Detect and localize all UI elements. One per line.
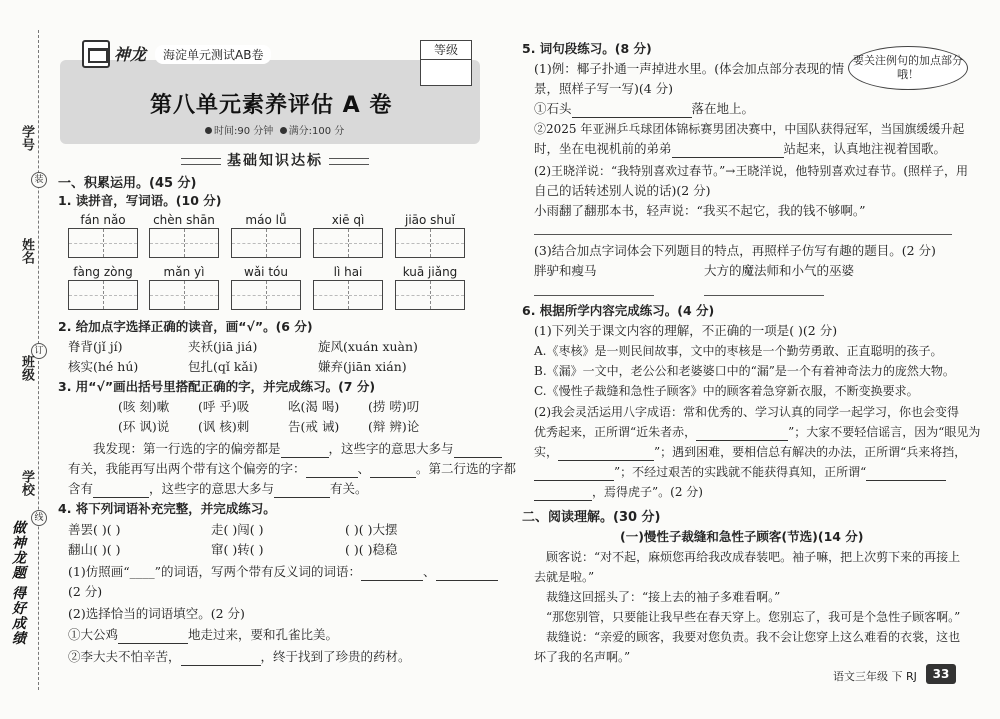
reading-title: (一)慢性子裁缝和急性子顾客(节选)(14 分) (620, 529, 864, 544)
q5-1c: ①石头 落在地上。 (534, 101, 755, 116)
seal-mark: 订 (31, 343, 47, 359)
q4-item[interactable]: 走( )闯( ) (211, 522, 264, 537)
gate-logo-icon (82, 40, 110, 68)
seal-mark: 线 (31, 510, 47, 526)
q4-item[interactable]: 窜( )转( ) (211, 542, 264, 557)
q6-2b: 优秀起来，正所谓“近朱者赤， ”；大家不要轻信谣言，因为“眼见为 (534, 425, 981, 439)
binding-line (38, 30, 39, 690)
reading-paragraph: 去就是啦。” (534, 570, 595, 584)
student-id-label: 学号 (19, 125, 34, 151)
reading-paragraph: “那您别管，只要能让我早些在春天穿上。您别忘了，我可是个急性子顾客啊。” (546, 610, 961, 624)
answer-blank[interactable] (361, 567, 423, 581)
name-label: 姓名 (19, 238, 34, 264)
course-label: 语文三年级 下 RJ (833, 670, 917, 683)
q5-1d: ②2025 年亚洲乒乓球团体锦标赛男团决赛中，中国队获得冠军，当国旗缓缓升起 (534, 122, 965, 136)
q4-sub1-score: (2 分) (68, 584, 103, 599)
time-limit: 时间:90 分钟 (214, 126, 274, 137)
score-icon (280, 127, 287, 134)
q5-3b: 大方的魔法师和小气的巫婆 (704, 263, 855, 278)
answer-line[interactable] (534, 295, 654, 296)
writing-grid[interactable] (68, 228, 138, 258)
writing-grid[interactable] (68, 280, 138, 310)
q6-2: (2)我会灵活运用八字成语：常和优秀的、学习认真的同学一起学习，你也会变得 (534, 405, 960, 419)
q6-option-c[interactable]: C.《慢性子裁缝和急性子顾客》中的顾客着急穿新衣服，不断变换要求。 (534, 384, 919, 398)
q3-text: 有关，我能再写出两个带有这个偏旁的字： 、 。第二行选的字都 (68, 461, 517, 476)
writing-grid[interactable] (313, 280, 383, 310)
answer-blank[interactable] (436, 567, 498, 581)
q3-text: 含有 ，这些字的意思大多与 有关。 (68, 481, 368, 496)
q6-prompt: 6. 根据所学内容完成练习。(4 分) (522, 303, 715, 318)
q4-item[interactable]: ( )( )稳稳 (345, 542, 398, 557)
answer-blank[interactable] (281, 444, 329, 458)
answer-blank[interactable] (181, 652, 261, 666)
reading-paragraph: 坏了我的名声啊。” (534, 650, 631, 664)
q3-choice[interactable]: (讽 核)刺 (198, 419, 250, 434)
q4-prompt: 4. 将下列词语补充完整，并完成练习。 (58, 501, 276, 516)
q3-choice[interactable]: (捞 唠)叨 (368, 399, 420, 414)
part1-heading: 一、积累运用。(45 分) (58, 176, 197, 191)
answer-blank[interactable] (558, 447, 654, 461)
q2-item[interactable]: 嫌弃(jiān xián) (318, 359, 407, 374)
reading-paragraph: 裁缝这回摇头了：“接上去的袖子多难看啊。” (546, 590, 781, 604)
binding-gutter (0, 0, 50, 719)
part2-heading: 二、阅读理解。(30 分) (522, 510, 661, 525)
q2-item[interactable]: 夹袄(jiā jiá) (188, 339, 258, 354)
section-banner: 基础知识达标 (175, 150, 375, 170)
q6-option-b[interactable]: B.《漏》一文中，老公公和老婆婆口中的“漏”是一个有着神奇法力的庞然大物。 (534, 364, 955, 378)
pinyin: kuā jiǎng (402, 265, 458, 279)
q2-item[interactable]: 核实(hé hú) (68, 359, 139, 374)
q5-1: (1)例：椰子扑通一声掉进水里。(体会加点部分表现的情 (534, 61, 845, 76)
q6-1: (1)下列关于课文内容的理解，不正确的一项是( )(2 分) (534, 323, 838, 338)
q4-sub2b: ②李大夫不怕辛苦， ，终于找到了珍贵的药材。 (68, 649, 411, 664)
q2-item[interactable]: 脊背(jǐ jí) (68, 339, 123, 354)
pinyin: lì hai (333, 265, 363, 279)
slogan: 做神龙题 得好成绩 (10, 520, 26, 646)
writing-grid[interactable] (395, 228, 465, 258)
pinyin: máo lǚ (245, 213, 287, 227)
answer-blank[interactable] (118, 630, 188, 644)
pinyin: fán nǎo (80, 213, 126, 227)
q2-prompt: 2. 给加点字选择正确的读音，画“√”。(6 分) (58, 319, 313, 334)
q5-1e: 时，坐在电视机前的弟弟 站起来，认真地注视着国歌。 (534, 141, 947, 156)
class-label: 班级 (19, 355, 34, 381)
q3-choice[interactable]: 吆(渴 喝) (288, 399, 340, 414)
answer-blank[interactable] (274, 484, 330, 498)
answer-blank[interactable] (93, 484, 149, 498)
answer-blank[interactable] (866, 467, 946, 481)
writing-grid[interactable] (231, 280, 301, 310)
answer-blank[interactable] (370, 464, 416, 478)
answer-blank[interactable] (572, 104, 692, 118)
q2-item[interactable]: 包扎(qǐ kǎi) (188, 359, 258, 374)
q5-2b: 自己的话转述别人说的话)(2 分) (534, 183, 711, 198)
hint-bubble: 要关注例句的加点部分哦！ (848, 46, 968, 90)
grade-label: 等级 (421, 41, 471, 60)
q2-item[interactable]: 旋风(xuán xuàn) (318, 339, 418, 354)
answer-blank[interactable] (672, 144, 784, 158)
answer-blank[interactable] (696, 427, 788, 441)
writing-grid[interactable] (231, 228, 301, 258)
q6-2d: ”；不经过艰苦的实践就不能获得真知，正所谓“ (534, 463, 946, 481)
q4-sub1: (1)仿照画“____”的词语，写两个带有反义词的词语： 、 (68, 563, 498, 581)
answer-line[interactable] (704, 295, 824, 296)
q3-prompt: 3. 用“√”画出括号里搭配正确的字，并完成练习。(7 分) (58, 379, 376, 394)
q3-text: 我发现：第一行选的字的偏旁都是 ，这些字的意思大多与 (93, 440, 502, 458)
q4-item[interactable]: 翻山( )( ) (68, 542, 121, 557)
writing-grid[interactable] (313, 228, 383, 258)
q5-prompt: 5. 词句段练习。(8 分) (522, 41, 652, 56)
q1-prompt: 1. 读拼音，写词语。(10 分) (58, 193, 222, 208)
q4-sub2: (2)选择恰当的词语填空。(2 分) (68, 606, 245, 621)
grade-box[interactable] (420, 40, 472, 86)
q6-option-a[interactable]: A.《枣核》是一则民间故事，文中的枣核是一个勤劳勇敢、正直聪明的孩子。 (534, 344, 943, 358)
page-number: 33 (926, 664, 956, 684)
pinyin: wǎi tóu (244, 265, 288, 279)
school-label: 学校 (19, 470, 34, 496)
q5-1b: 景，照样子写一写)(4 分) (534, 81, 674, 96)
brand-name: 神龙 (114, 45, 147, 64)
answer-blank[interactable] (306, 464, 358, 478)
pinyin: mǎn yì (163, 265, 205, 279)
pinyin: fàng zòng (73, 265, 133, 279)
answer-blank[interactable] (454, 444, 502, 458)
q5-3a: 胖驴和瘦马 (534, 263, 597, 278)
page-title: 第八单元素养评估 A 卷 (150, 93, 393, 118)
q5-3: (3)结合加点字词体会下列题目的特点，再照样子仿写有趣的题目。(2 分) (534, 243, 936, 258)
writing-grid[interactable] (395, 280, 465, 310)
q6-2c: 实， ”；遇到困难，要相信总有解决的办法，正所谓“兵来将挡， (534, 445, 967, 459)
answer-blank[interactable] (534, 467, 614, 481)
q3-choice[interactable]: (咳 刻)嗽 (118, 399, 170, 414)
clock-icon (205, 127, 212, 134)
q4-item[interactable]: 善罢( )( ) (68, 522, 121, 537)
exam-meta (205, 122, 344, 137)
reading-paragraph: 顾客说：“对不起，麻烦您再给我改成春装吧。袖子嘛，把上次剪下来的再接上 (546, 550, 961, 564)
pinyin: jiāo shuǐ (405, 213, 455, 227)
answer-blank[interactable] (534, 487, 592, 501)
pinyin: xiē qì (331, 213, 365, 227)
writing-grid[interactable] (149, 280, 219, 310)
writing-grid[interactable] (149, 228, 219, 258)
q4-sub2a: ①大公鸡 地走过来，要和孔雀比美。 (68, 627, 339, 642)
q5-2: (2)王晓洋说：“我特别喜欢过春节。”→王晓洋说，他特别喜欢过春节。(照样子，用 (534, 164, 969, 178)
full-score: 满分:100 分 (288, 126, 345, 137)
q6-2e: ，焉得虎子”。(2 分) (534, 483, 703, 501)
q3-choice[interactable]: (辩 辨)论 (368, 419, 420, 434)
q3-choice[interactable]: (呼 乎)吸 (198, 399, 250, 414)
reading-paragraph: 裁缝说：“亲爱的顾客，我要对您负责。我不会让您穿上这么难看的衣裳，这也 (546, 630, 961, 644)
q3-choice[interactable]: 告(戒 诫) (288, 419, 340, 434)
pinyin: chèn shān (153, 213, 215, 227)
seal-mark: 装 (31, 172, 47, 188)
q4-item[interactable]: ( )( )大摆 (345, 522, 398, 537)
q5-2c: 小雨翻了翻那本书，轻声说：“我买不起它，我的钱不够啊。” (534, 203, 866, 218)
series-name: 海淀单元测试AB卷 (155, 45, 271, 64)
answer-line[interactable] (534, 234, 952, 235)
q3-choice[interactable]: (环 讽)说 (118, 419, 170, 434)
